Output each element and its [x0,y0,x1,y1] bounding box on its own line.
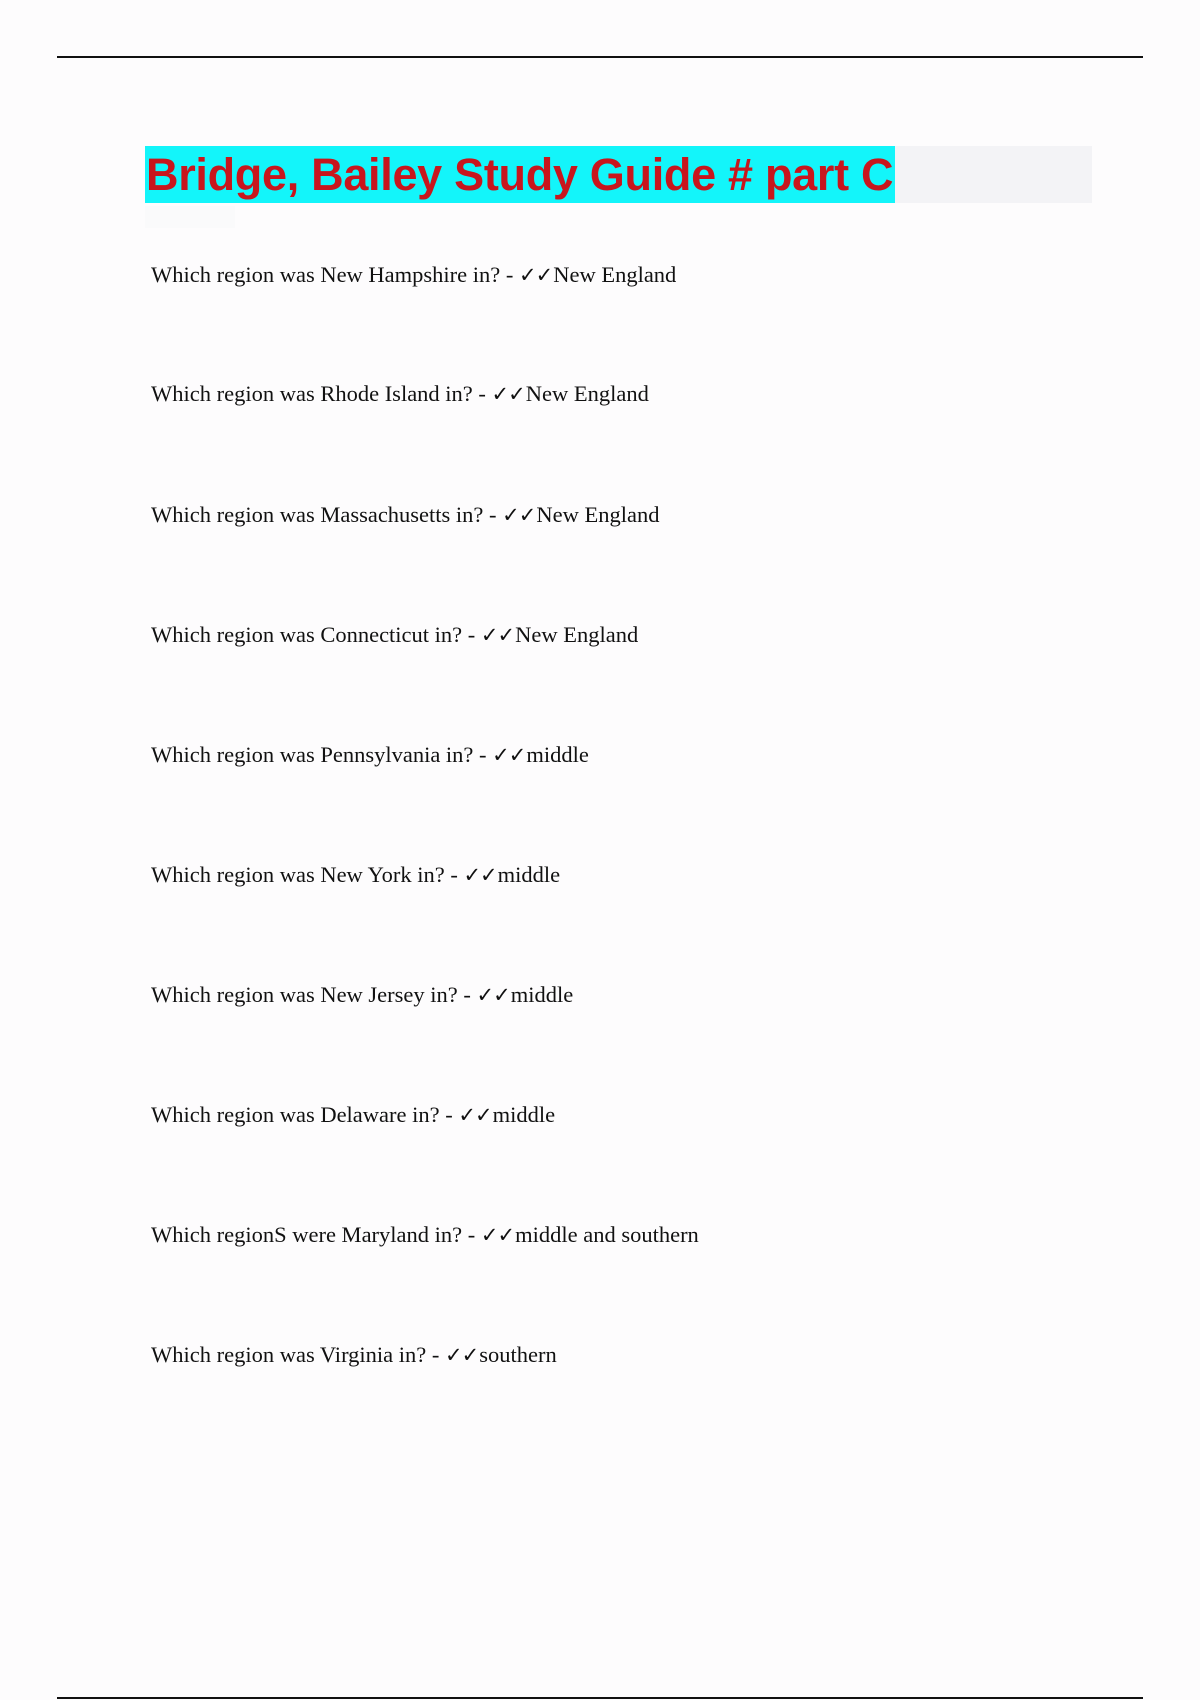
answer-text: New England [536,502,660,527]
answer-text: New England [525,381,649,406]
qa-item [151,1101,555,1129]
question-text: Which region was New York in? - [151,862,464,887]
qa-item [151,1221,699,1249]
bottom-rule [57,1697,1143,1699]
document-title: Bridge, Bailey Study Guide # part C [145,146,895,203]
double-check-icon: ✓✓ [491,382,525,406]
top-rule [57,56,1143,58]
question-text: Which region was Pennsylvania in? - [151,742,493,767]
answer-text: middle and southern [515,1222,699,1247]
answer-text: middle [497,862,561,887]
answer-text: southern [479,1342,557,1367]
answer-text: middle [526,742,589,767]
question-text: Which region was Connecticut in? - [151,622,481,647]
double-check-icon: ✓✓ [480,623,515,647]
qa-item [151,621,638,649]
answer-text: middle [510,982,574,1007]
question-text: Which region was New Hampshire in? - [151,262,520,287]
double-check-icon: ✓✓ [480,1223,515,1247]
qa-item [151,261,676,289]
question-text: Which region was Delaware in? - [151,1102,459,1127]
question-text: Which region was Massachusetts in? - [151,502,503,527]
qa-item [151,861,560,889]
double-check-icon: ✓✓ [463,863,497,887]
question-text: Which regionS were Maryland in? - [151,1222,481,1247]
qa-item [151,501,659,529]
double-check-icon: ✓✓ [476,983,510,1007]
qa-item [151,380,649,408]
title-shadow-band [145,206,235,228]
qa-item [151,1341,557,1369]
qa-item [151,981,573,1009]
qa-item [151,741,589,769]
double-check-icon: ✓✓ [492,743,526,767]
question-text: Which region was Virginia in? - [151,1342,445,1367]
answer-text: New England [515,622,639,647]
double-check-icon: ✓✓ [519,263,553,287]
answer-text: middle [492,1102,556,1127]
double-check-icon: ✓✓ [445,1343,479,1367]
double-check-icon: ✓✓ [502,503,536,527]
answer-text: New England [553,262,677,287]
double-check-icon: ✓✓ [458,1103,492,1127]
question-text: Which region was Rhode Island in? - [151,381,492,406]
question-text: Which region was New Jersey in? - [151,982,477,1007]
